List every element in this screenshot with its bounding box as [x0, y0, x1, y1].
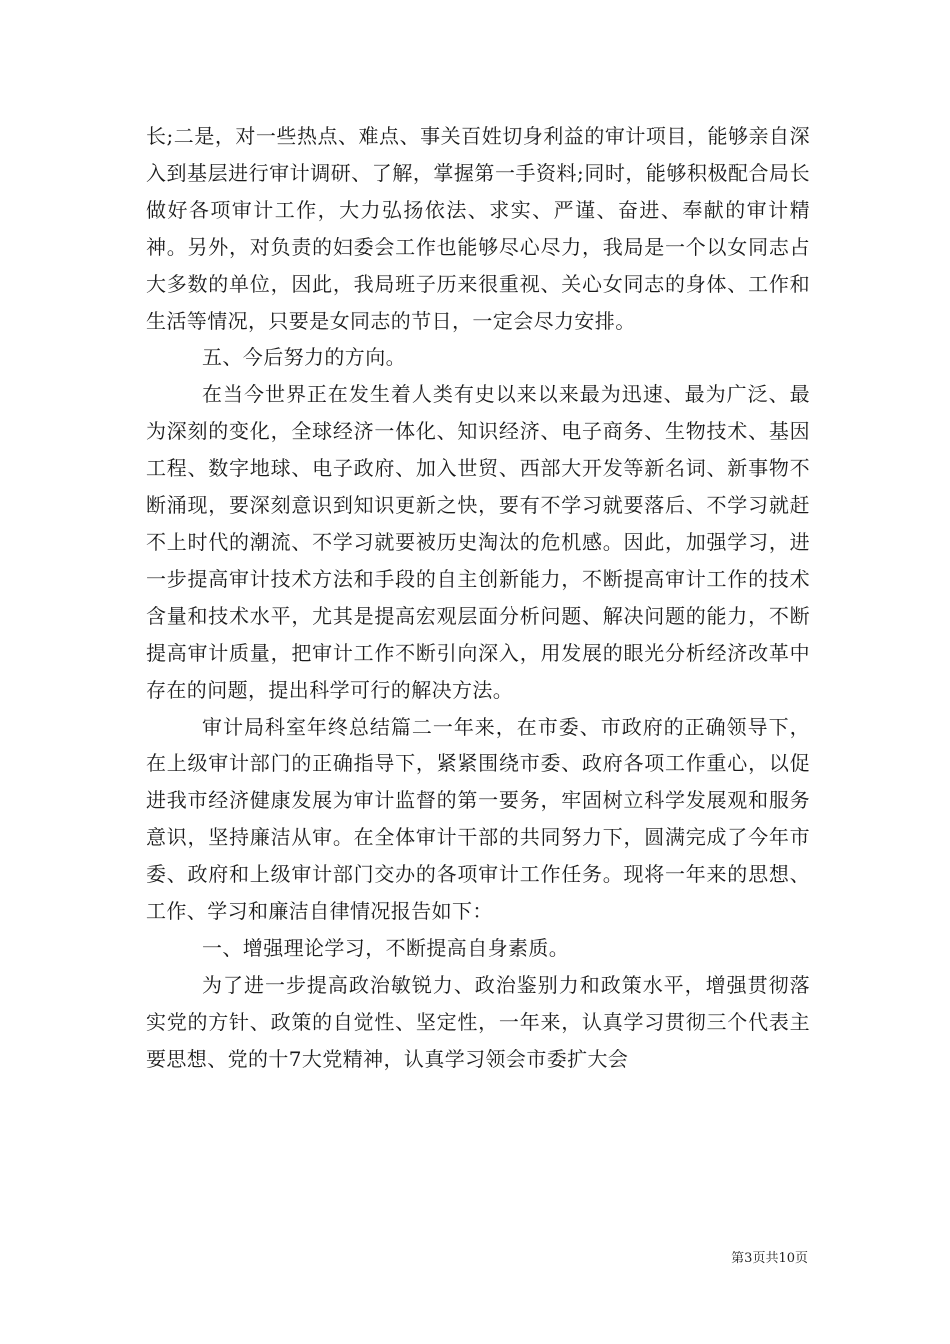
section-heading-future-direction: 五、今后努力的方向。	[202, 345, 406, 370]
paragraph-1: 长;二是，对一些热点、难点、事关百姓切身利益的审计项目，能够亲自深入到基层进行审计调研、了解，掌握第一手资料;同时，能够积极配合局长做好各项审计工作，大力弘扬依法、求实、严谨、奋进、奉献的审计精神。另外，对负责的妇委会工作也能够尽心尽力，我局是一个以女同志占大多数的单位，因此，我局班子历来很重视、关心女同志的身体、工作和生活等情况，只要是女同志的节日，一定会尽力安排。	[146, 124, 810, 333]
page-number: 第3页共10页	[731, 1251, 808, 1266]
paragraph-4: 审计局科室年终总结篇二一年来，在市委、市政府的正确领导下，在上级审计部门的正确指导下，紧紧围绕市委、政府各项工作重心，以促进我市经济健康发展为审计监督的第一要务，牢固树立科学发展观和服务意识，坚持廉洁从审。在全体审计干部的共同努力下，圆满完成了今年市委、政府和上级审计部门交办的各项审计工作任务。现将一年来的思想、工作、学习和廉洁自律情况报告如下：	[146, 714, 810, 924]
section-heading-theory-study: 一、增强理论学习，不断提高自身素质。	[202, 935, 570, 960]
paragraph-3: 在当今世界正在发生着人类有史以来以来最为迅速、最为广泛、最为深刻的变化，全球经济一体化、知识经济、电子商务、生物技术、基因工程、数字地球、电子政府、加入世贸、西部大开发等新名词、新事物不断涌现，要深刻意识到知识更新之快，要有不学习就要落后、不学习就赶不上时代的潮流、不学习就要被历史淘汰的危机感。因此，加强学习，进一步提高审计技术方法和手段的自主创新能力，不断提高审计工作的技术含量和技术水平，尤其是提高宏观层面分析问题、解决问题的能力，不断提高审计质量，把审计工作不断引向深入，用发展的眼光分析经济改革中存在的问题，提出科学可行的解决方法。	[146, 382, 810, 702]
paragraph-6: 为了进一步提高政治敏锐力、政治鉴别力和政策水平，增强贯彻落实党的方针、政策的自觉性、坚定性，一年来，认真学习贯彻三个代表主要思想、党的十7大党精神，认真学习领会市委扩大会	[146, 972, 810, 1071]
document-body	[146, 118, 810, 1078]
